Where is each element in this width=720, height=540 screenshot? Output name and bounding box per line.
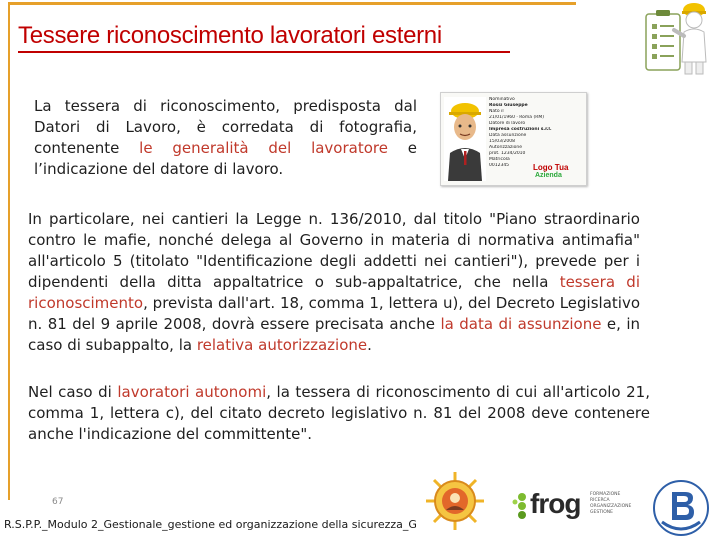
paragraph-autonomi: Nel caso di lavoratori autonomi, la tessera di riconoscimento di cui all'articolo 21, comma 1, lettera c), del citato decreto legislativo n. 81 del 2008 deve contenere anche l'indicazione del committente". <box>28 383 650 443</box>
committente-term: committente <box>203 425 301 443</box>
highlight-autorizzazione: relativa autorizzazione <box>196 336 368 354</box>
card-field: 0012345 <box>489 163 510 168</box>
id-card-example <box>440 92 587 186</box>
highlight-data-assunzione: la data di assunzione <box>440 315 602 333</box>
paragraph-legge-136: In particolare, nei cantieri la Legge n. 136/2010, dal titolo "Piano straordinario contro le mafie, nonché delega al Governo in materia di normativa antimafia" all'articolo 5 (titolato "Identificazione degli addetti nei cantieri"), prevede per i dipendenti della ditta appaltatrice o sub-appaltatrice, che nella tessera di riconoscimento, prevista dall'art. 18, comma 1, lettera u), del Decreto Legislativo n. 81 del 9 aprile 2008, dovrà essere precisata anche la data di assunzione e, in caso di subappalto, la relativa autorizzazione. <box>28 210 640 354</box>
card-fields <box>489 97 583 169</box>
circular-b-logo-icon <box>648 478 714 538</box>
sun-seal-logo-icon <box>424 470 486 532</box>
slide-title: Tessere riconoscimento lavoratori esterni <box>18 22 442 49</box>
card-field: Matricola <box>489 157 510 162</box>
card-field: Nato il <box>489 109 504 114</box>
card-field: 21/01/1960 · Roma (RM) <box>489 115 544 120</box>
worker-checklist-icon <box>640 0 712 76</box>
card-field: Data assunzione <box>489 133 527 138</box>
frog-logo-subtitle: FORMAZIONE RICERCA ORGANIZZAZIONE GESTIONE <box>590 492 632 515</box>
left-accent-rule <box>8 2 10 500</box>
card-logo-line2: Azienda <box>535 172 562 179</box>
card-field: 15/03/2008 <box>489 139 515 144</box>
card-field: Impresa costruzioni s.r.l. <box>489 127 552 132</box>
paragraph-intro: La tessera di riconoscimento, predisposta dal Datori di Lavoro, è corredata di fotografia, contenente le generalità del lavoratore e l’indicazione del datore di lavoro. <box>34 97 417 178</box>
card-field: Rossi Giuseppe <box>489 103 528 108</box>
highlight-generalita: le generalità del lavoratore <box>139 139 388 157</box>
top-accent-rule <box>8 2 576 5</box>
card-photo-icon <box>444 97 486 181</box>
footer-course-title: R.S.P.P._Modulo 2_Gestionale_gestione ed organizzazione della sicurezza_G <box>4 518 417 531</box>
card-field: Nominativo <box>489 97 515 102</box>
card-field: Autorizzazione <box>489 145 523 150</box>
frog-logo-text: frog <box>530 488 581 519</box>
highlight-lavoratori-autonomi: lavoratori autonomi <box>117 383 267 401</box>
card-field: prot. 1234/2010 <box>489 151 526 156</box>
card-field: Datore di lavoro <box>489 121 526 126</box>
highlight-tessera: tessera di riconoscimento <box>28 273 640 312</box>
title-underline <box>18 51 510 53</box>
page-number: 67 <box>52 497 64 507</box>
card-logo-line1: Logo Tua <box>533 163 569 172</box>
